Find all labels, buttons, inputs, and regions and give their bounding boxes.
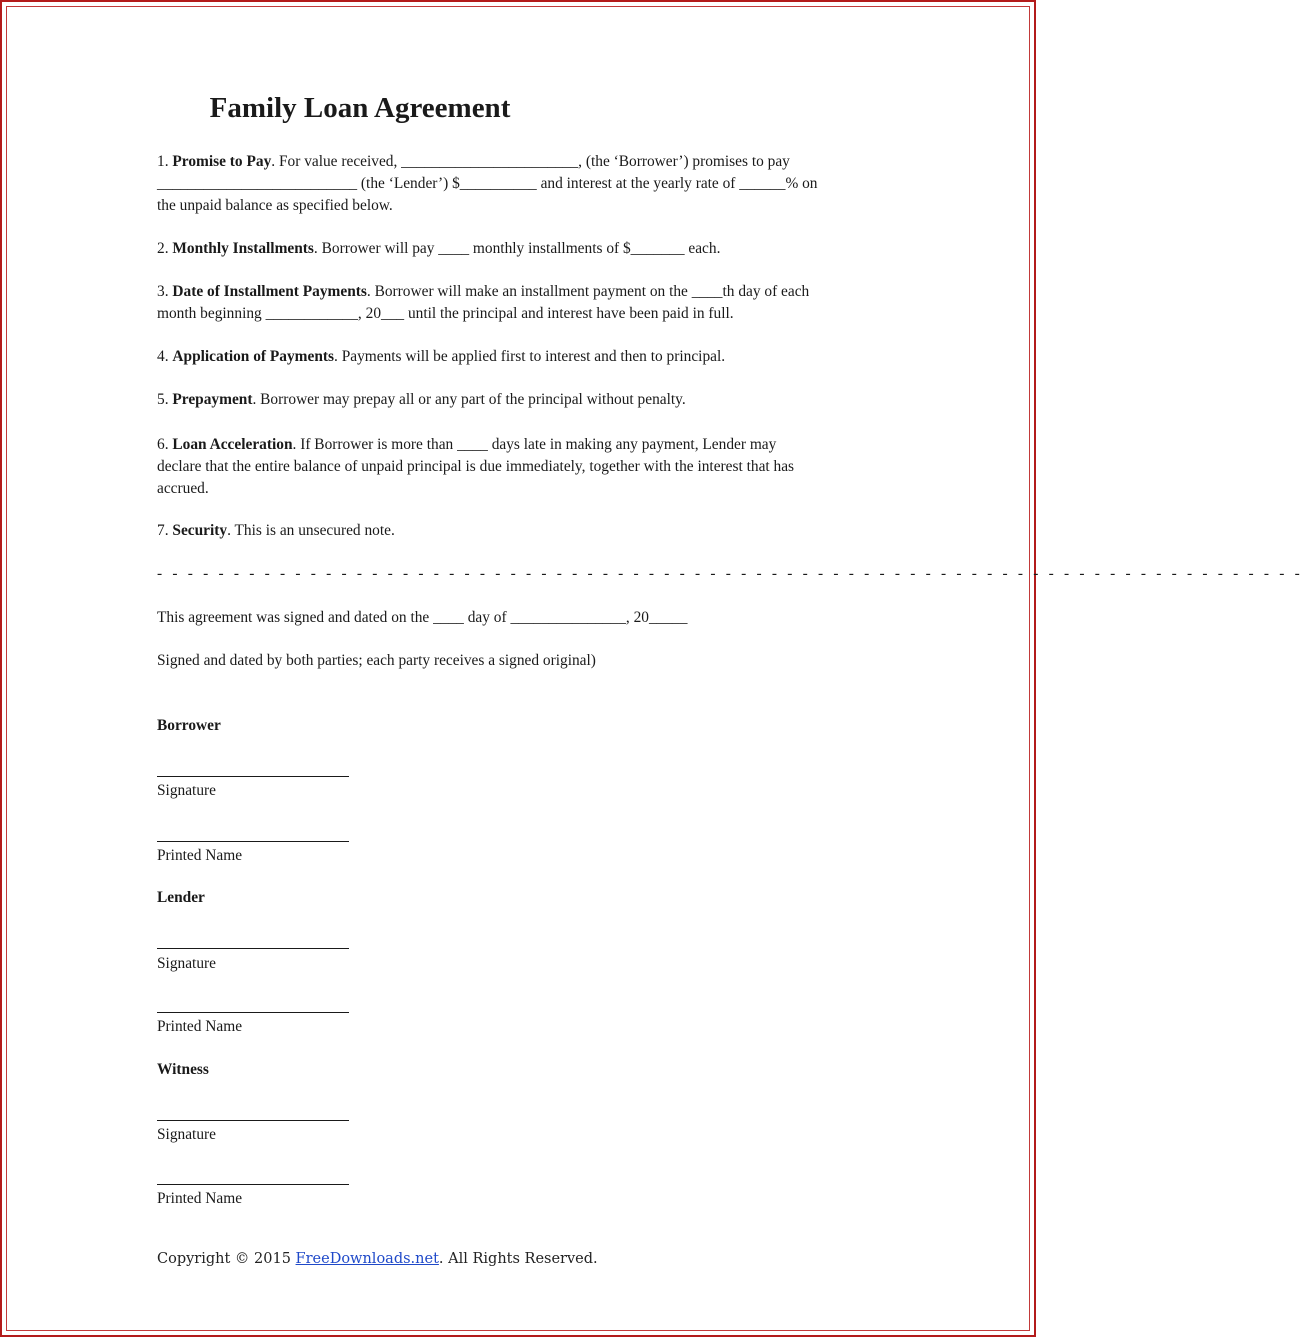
section-line <box>157 520 882 542</box>
witness-printed-name-label: Printed Name <box>157 1190 243 1207</box>
section-line: __________________________ (the ‘Lender’) $__________ and interest at the yearly rate of ______% on <box>157 175 818 192</box>
signed-note: Signed and dated by both parties; each party receives a signed original) <box>157 652 596 669</box>
witness-signature-label: Signature <box>157 1126 216 1143</box>
section-heading: Promise to Pay <box>172 153 272 170</box>
freedownloads-link[interactable]: FreeDownloads.net <box>295 1251 439 1267</box>
party-heading-borrower: Borrower <box>157 717 221 734</box>
witness-signature-line[interactable] <box>157 1120 349 1121</box>
party-heading-witness: Witness <box>157 1061 209 1078</box>
section-prepayment <box>157 389 882 411</box>
section-text: . This is an unsecured note. <box>227 522 395 539</box>
dashed-separator: - - - - - - - - - - - - - - - - - - - - - - - - - - - - - - - - - - - - - - - - - - - - - - - - - - - - - - - - - - - - - - - - - - - - - - - - - - - <box>157 565 1303 582</box>
section-line <box>157 346 882 368</box>
section-line: accrued. <box>157 480 209 497</box>
section-text: . If Borrower is more than ____ days late in making any payment, Lender may <box>292 436 777 453</box>
section-number: 1. <box>157 153 173 170</box>
section-loan-acceleration <box>157 434 882 500</box>
party-heading-lender: Lender <box>157 889 205 906</box>
borrower-signature-label: Signature <box>157 782 216 799</box>
witness-printed-name-line[interactable] <box>157 1184 349 1185</box>
section-text: . Borrower may prepay all or any part of the principal without penalty. <box>252 391 686 408</box>
borrower-signature-line[interactable] <box>157 776 349 777</box>
section-heading: Date of Installment Payments <box>172 283 367 300</box>
borrower-printed-name-label: Printed Name <box>157 847 243 864</box>
signed-dated-line: This agreement was signed and dated on the ____ day of _______________, 20_____ <box>157 609 688 626</box>
borrower-printed-name-line[interactable] <box>157 841 349 842</box>
section-line <box>157 434 882 456</box>
section-text: . Borrower will pay ____ monthly installments of $_______ each. <box>313 240 721 257</box>
section-line <box>157 238 882 260</box>
section-text: . For value received, _______________________, (the ‘Borrower’) promises to pay <box>271 153 790 170</box>
lender-printed-name-line[interactable] <box>157 1012 349 1013</box>
lender-signature-line[interactable] <box>157 948 349 949</box>
section-text: . Payments will be applied first to interest and then to principal. <box>334 348 726 365</box>
lender-printed-name-label: Printed Name <box>157 1018 243 1035</box>
section-number: 6. <box>157 436 173 453</box>
document-title: Family Loan Agreement <box>209 92 511 124</box>
section-text: . Borrower will make an installment payment on the ____th day of each <box>366 283 810 300</box>
copyright-suffix: . All Rights Reserved. <box>438 1251 598 1267</box>
section-heading: Application of Payments <box>172 348 334 365</box>
section-heading: Security <box>172 522 228 539</box>
section-line <box>157 389 882 411</box>
section-line <box>157 151 882 173</box>
section-number: 2. <box>157 240 173 257</box>
section-security <box>157 520 882 542</box>
section-monthly-installments <box>157 238 882 260</box>
copyright-prefix: Copyright © 2015 <box>157 1251 296 1267</box>
section-number: 3. <box>157 283 173 300</box>
lender-signature-label: Signature <box>157 955 216 972</box>
section-heading: Loan Acceleration <box>172 436 293 453</box>
section-line <box>157 281 882 303</box>
section-promise-to-pay <box>157 151 882 217</box>
section-date-of-installment-payments <box>157 281 882 325</box>
section-line: month beginning ____________, 20___ until the principal and interest have been paid in full. <box>157 305 734 322</box>
section-number: 5. <box>157 391 173 408</box>
section-line: the unpaid balance as specified below. <box>157 197 393 214</box>
section-line: declare that the entire balance of unpaid principal is due immediately, together with the interest that has <box>157 458 795 475</box>
section-number: 7. <box>157 522 173 539</box>
copyright-notice <box>157 1251 598 1267</box>
section-number: 4. <box>157 348 173 365</box>
section-heading: Prepayment <box>172 391 253 408</box>
section-application-of-payments <box>157 346 882 368</box>
section-heading: Monthly Installments <box>172 240 314 257</box>
